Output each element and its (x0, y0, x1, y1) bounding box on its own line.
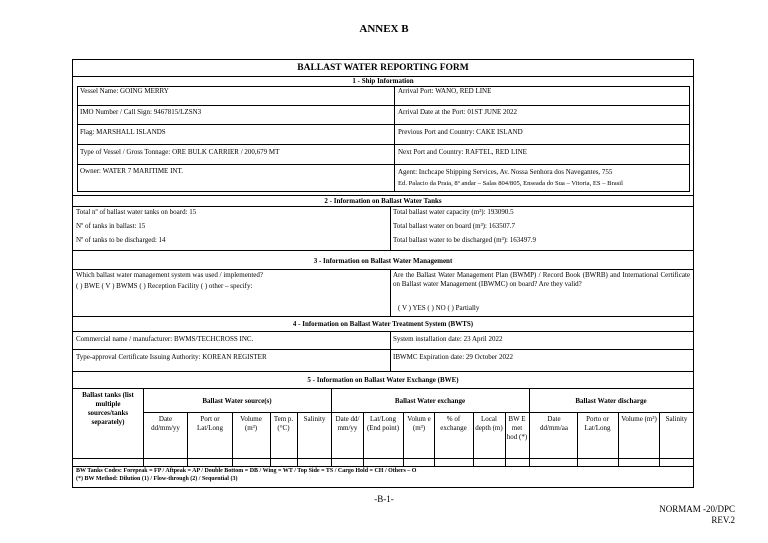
agent-line2: Ed. Palacio da Praia, 8º andar – Salas 804/805, Enseada do Sua – Vitoria, ES – Brasil (398, 180, 623, 187)
dis-col-salinity: Salinity (665, 415, 688, 423)
total-capacity: Total ballast water capacity (m³): 193090.5 (393, 208, 514, 216)
bwm-options: ( ) BWE ( V ) BWMS ( ) Reception Facility ( ) other – specify: (76, 282, 253, 290)
vessel-name: Vessel Name: GOING MERRY (80, 87, 169, 95)
exch-col-method: BW E met hod (*) (506, 415, 528, 441)
issuing-authority: Type-approval Certificate Issuing Authority: KOREAN REGISTER (76, 353, 267, 361)
dis-col-port: Porto or Lat/Long (584, 415, 611, 432)
tank-codes-note: BW Tanks Codes: Forepeak = FP / Aftpeak = AP / Double Bottom = DB / Wing = WT / Top Side = TS / Cargo Hold = CH / Others – O (76, 468, 417, 474)
install-date: System installation date: 23 April 2022 (393, 335, 503, 343)
document-reference (659, 504, 735, 526)
expiration-date: IBWMC Expiration date: 29 October 2022 (393, 353, 513, 361)
previous-port: Previous Port and Country: CAKE ISLAND (398, 128, 523, 136)
discharge-group-header: Ballast Water discharge (575, 397, 647, 405)
bwmp-question: Are the Ballast Water Management Plan (BWMP) / Record Book (BWRB) and International Certificate on Ballast water Management (IBWMC) on board? Are they valid? (393, 271, 690, 288)
section4-title: 4 - Information on Ballast Water Treatment System (BWTS) (292, 320, 474, 328)
tanks-in-ballast: Nº of tanks in ballast: 15 (76, 222, 146, 230)
tanks-discharged: Nº of tanks to be discharged: 14 (76, 236, 166, 244)
dis-col-volume: Volume (m³) (621, 415, 657, 423)
total-on-board: Total ballast water on board (m³): 163507.7 (393, 222, 515, 230)
source-group-header: Ballast Water source(s) (202, 397, 272, 405)
src-col-date: Date dd/mm/yy (151, 415, 180, 432)
total-tanks: Total nº of ballast water tanks on board: 15 (76, 208, 197, 216)
annex-title: ANNEX B (359, 23, 409, 35)
page-number: -B-1- (374, 494, 394, 504)
src-col-volume: Volume (m³) (240, 415, 262, 432)
next-port: Next Port and Country: RAFTEL, RED LINE (398, 148, 527, 156)
total-discharged: Total ballast water to be discharged (m³): 163497.9 (393, 236, 536, 244)
src-col-port: Port or Lat/Long (196, 415, 224, 432)
form-title: BALLAST WATER REPORTING FORM (73, 60, 693, 77)
normam-code: NORMAM -20/DPC (659, 504, 735, 514)
exch-col-latlong: Lat/Long (End point) (366, 415, 400, 432)
exch-col-date: Date dd/ mm/yy (335, 415, 360, 432)
revision: REV.2 (711, 515, 735, 525)
bw-tanks-header: Ballast tanks (list multiple sources/tanks separately) (82, 391, 134, 426)
section2-title: 2 - Information on Ballast Water Tanks (324, 197, 442, 205)
flag: Flag: MARSHALL ISLANDS (80, 128, 166, 136)
src-col-temp: Tem p. (°C) (273, 415, 294, 432)
bwmp-options: ( V ) YES ( ) NO ( ) Partially (398, 304, 480, 312)
arrival-date: Arrival Date at the Port: 01ST JUNE 2022 (398, 108, 518, 116)
section1-title: 1 - Ship Information (352, 77, 414, 85)
bwm-question: Which ballast water management system was used / implemented? (76, 271, 263, 279)
exch-col-percent: % of exchange (440, 415, 467, 432)
dis-col-date: Date dd/mm/aa (540, 415, 568, 432)
exch-col-volume: Volum e (m³) (407, 415, 431, 432)
exchange-group-header: Ballast Water exchange (394, 397, 466, 405)
agent-line1: Agent: Inchcape Shipping Services, Av. Nossa Senhora dos Navegantes, 755 (398, 168, 613, 176)
manufacturer: Commercial name / manufacturer: BWMS/TECHCROSS INC. (76, 335, 254, 343)
bw-method-note: (*) BW Method: Dilution (1) / Flow-through (2) / Sequential (3) (76, 476, 238, 482)
src-col-salinity: Salinity (303, 415, 326, 423)
vessel-type: Type of Vessel / Gross Tonnage: ORE BULK CARRIER / 200,679 MT (80, 148, 280, 156)
arrival-port: Arrival Port: WANO, RED LINE (398, 87, 492, 95)
exch-col-depth: Local depth (m) (475, 415, 503, 432)
owner: Owner: WATER 7 MARITIME INT. (80, 167, 183, 175)
imo-number: IMO Number / Call Sign: 9467815/LZSN3 (80, 108, 202, 116)
section5-title: 5 - Information on Ballast Water Exchange (BWE) (307, 376, 459, 384)
section3-title: 3 - Information on Ballast Water Management (313, 257, 453, 265)
